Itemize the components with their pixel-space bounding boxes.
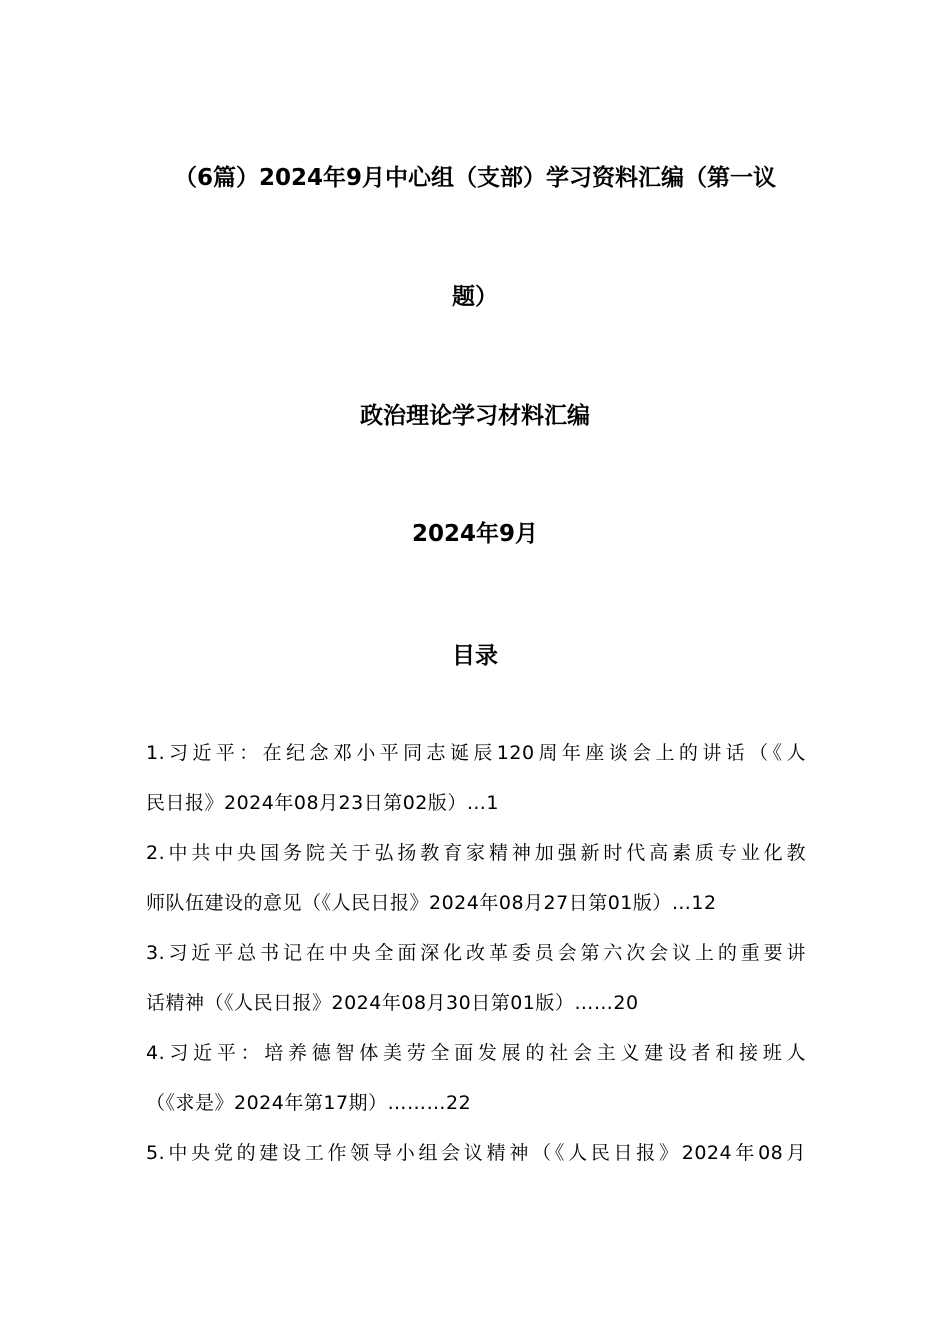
toc-item-4-line-1: 4.习近平：培养德智体美劳全面发展的社会主义建设者和接班人: [146, 1042, 806, 1064]
toc-item-2[interactable]: [146, 828, 806, 928]
toc-item-1-line-2: 民日报》2024年08月23日第02版）…1: [146, 792, 499, 814]
toc-item-1-line-1: 1.习近平：在纪念邓小平同志诞辰120周年座谈会上的讲话（《人: [146, 742, 806, 764]
toc-item-2-line-1: 2.中共中央国务院关于弘扬教育家精神加强新时代高素质专业化教: [146, 842, 806, 864]
table-of-contents: [146, 728, 806, 1178]
toc-heading: 目录: [452, 643, 498, 669]
toc-item-5-line-1: 5.中央党的建设工作领导小组会议精神（《人民日报》2024年08月: [146, 1142, 806, 1164]
document-title-line-1: （6篇）2024年9月中心组（支部）学习资料汇编（第一议: [173, 165, 777, 191]
toc-item-4[interactable]: [146, 1028, 806, 1128]
document-title-line-2: 题）: [452, 284, 498, 310]
toc-item-5[interactable]: [146, 1128, 806, 1178]
toc-item-3[interactable]: [146, 928, 806, 1028]
toc-item-4-line-2: （《求是》2024年第17期）………22: [146, 1092, 472, 1114]
toc-item-2-line-2: 师队伍建设的意见（《人民日报》2024年08月27日第01版）…12: [146, 892, 717, 914]
toc-item-3-line-1: 3.习近平总书记在中央全面深化改革委员会第六次会议上的重要讲: [146, 942, 806, 964]
toc-item-1[interactable]: [146, 728, 806, 828]
toc-item-3-line-2: 话精神（《人民日报》2024年08月30日第01版）……20: [146, 992, 639, 1014]
document-subtitle: 政治理论学习材料汇编: [360, 403, 590, 429]
document-date: 2024年9月: [411, 521, 539, 547]
